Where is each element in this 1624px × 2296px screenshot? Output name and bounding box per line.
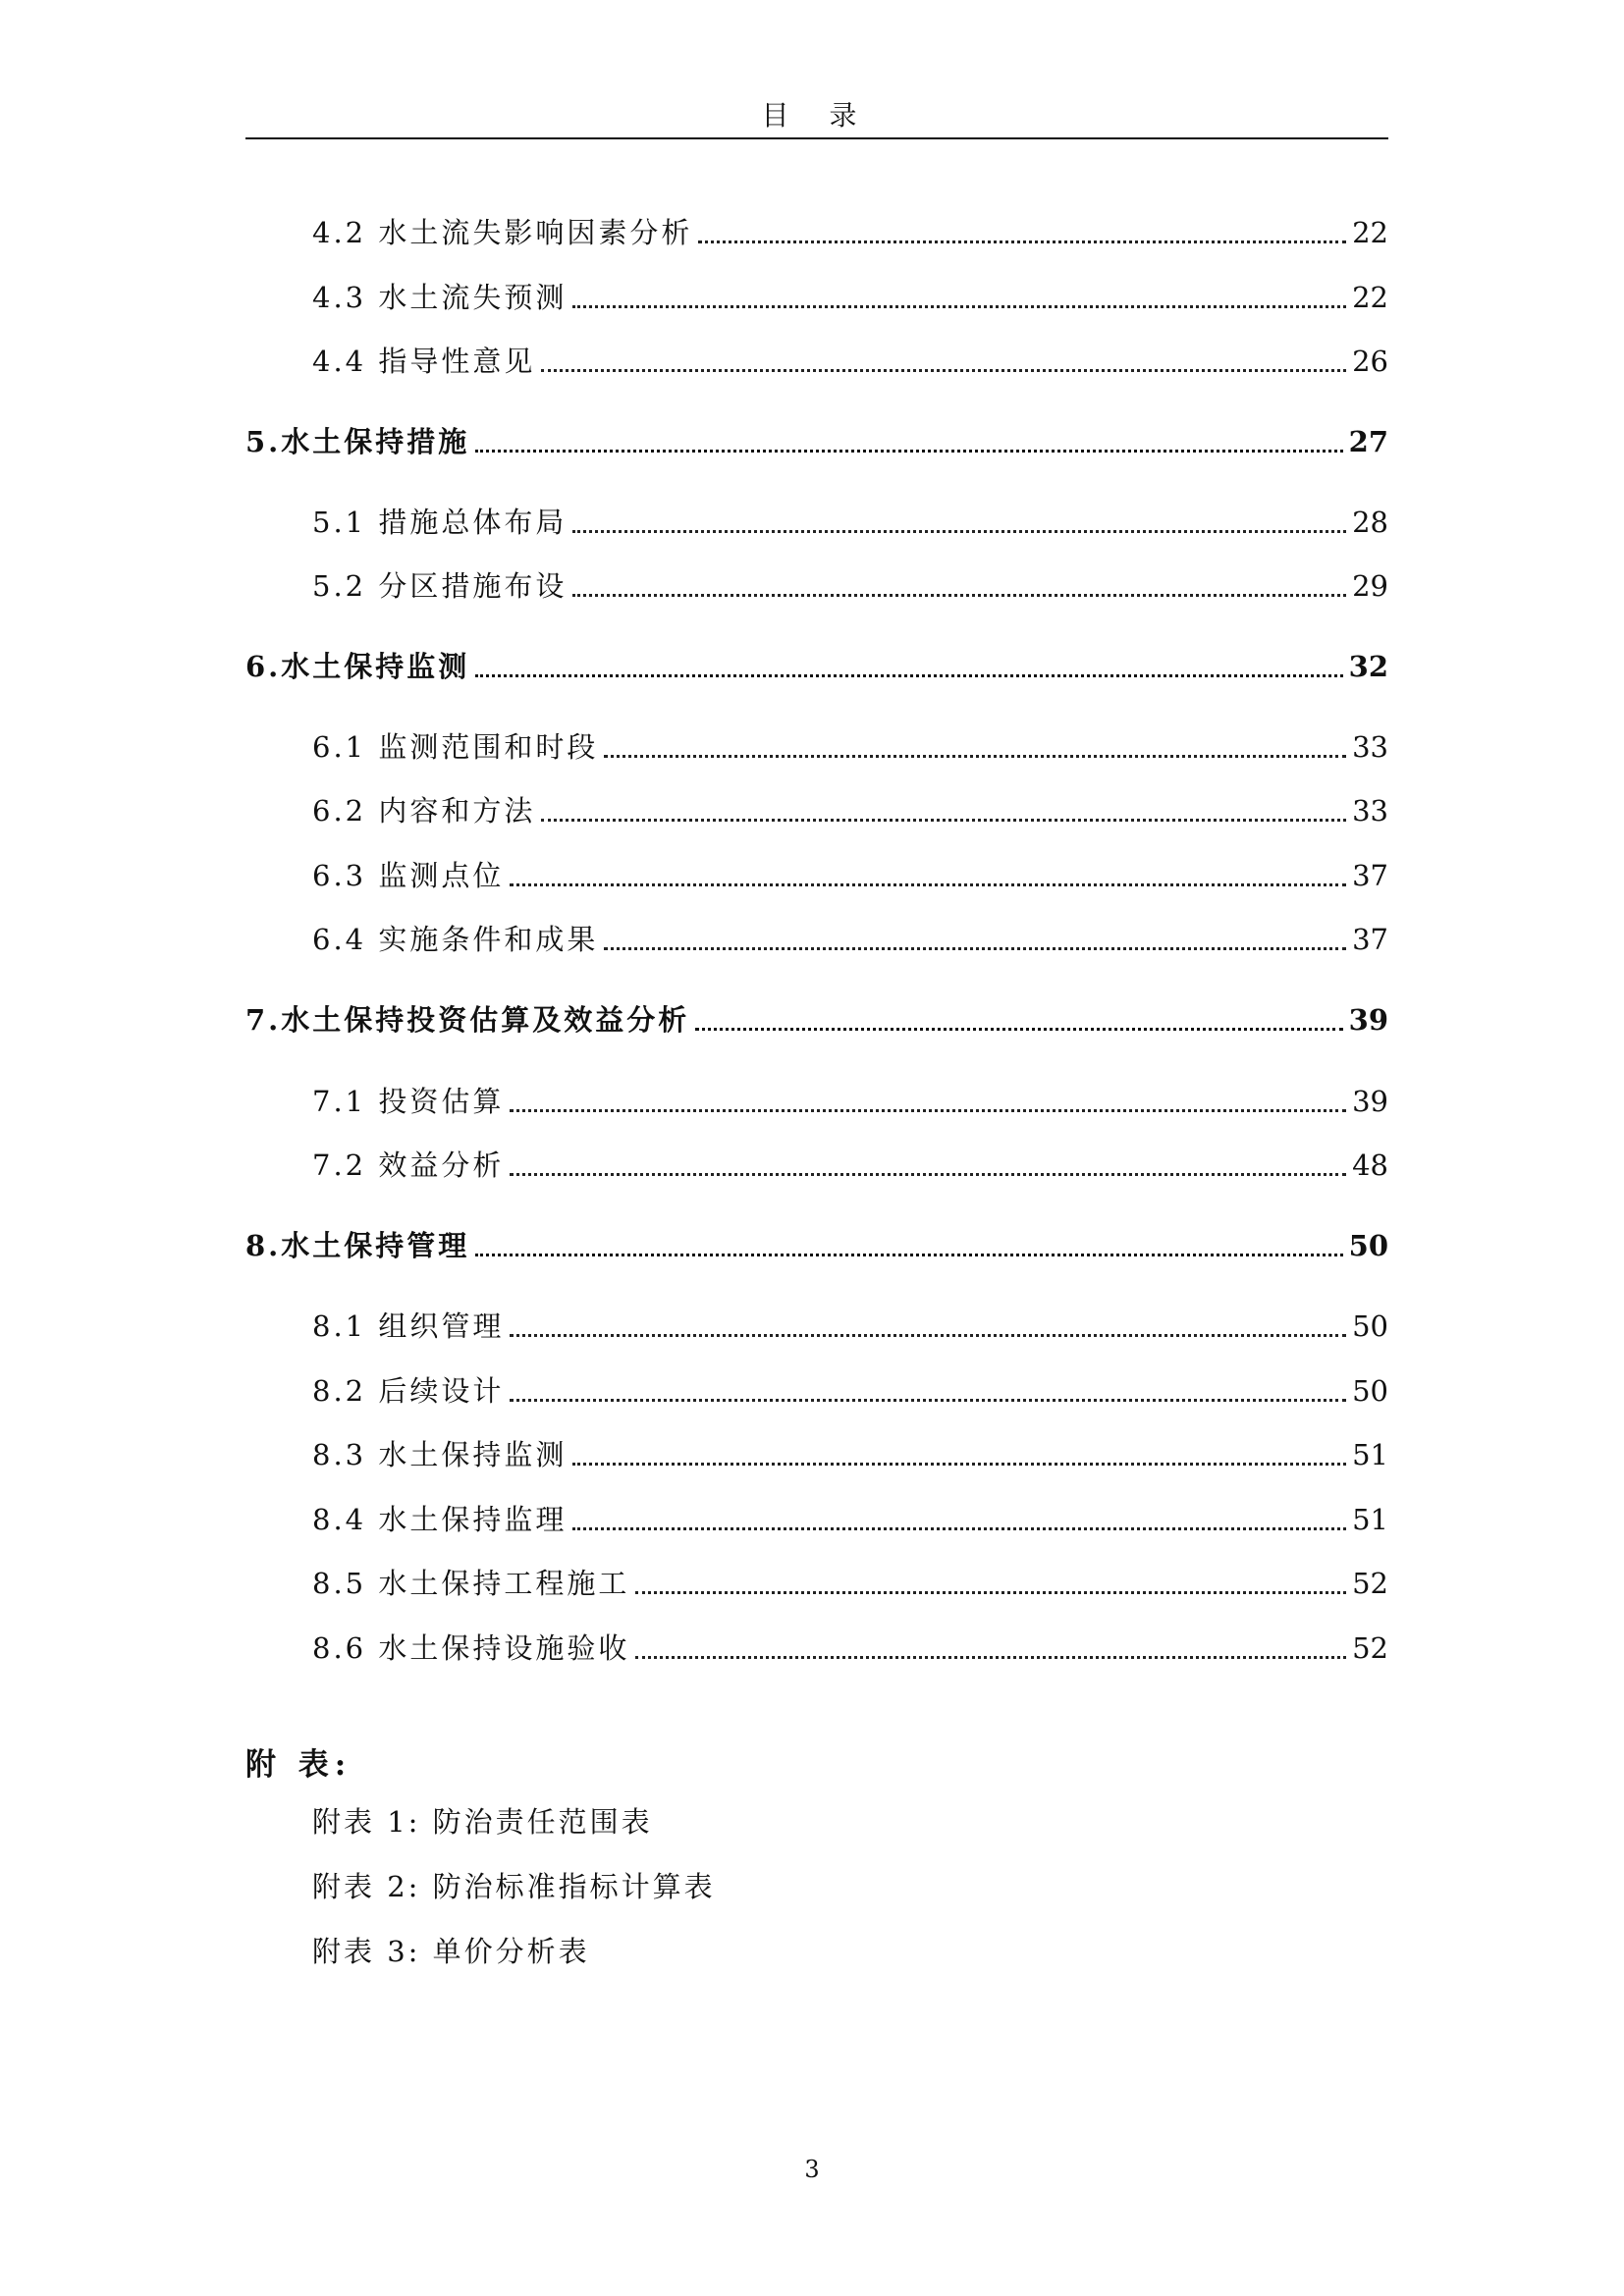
toc-entry-title: 4.3 水土流失预测 (312, 281, 568, 314)
toc-chapter[interactable] (245, 1222, 1388, 1265)
toc-leader-dots (541, 819, 1346, 822)
toc-chapter-title: 6.水土保持监测 (245, 650, 470, 683)
toc-chapter-title: 7.水土保持投资估算及效益分析 (245, 1003, 690, 1037)
toc-entry-page: 22 (1352, 281, 1388, 314)
toc-leader-dots (510, 1173, 1346, 1176)
toc-entry-title: 6.1 监测范围和时段 (312, 730, 599, 764)
toc-entry[interactable] (312, 1560, 1388, 1603)
toc-leader-dots (510, 1399, 1346, 1402)
toc-entry[interactable] (312, 1303, 1388, 1346)
toc-chapter-page: 39 (1348, 1003, 1388, 1037)
attachments-heading: 附 表: (245, 1747, 352, 1783)
toc-entry[interactable] (312, 1078, 1388, 1121)
toc-entry[interactable] (312, 852, 1388, 895)
toc-entry-page: 28 (1352, 506, 1388, 539)
toc-entry[interactable] (312, 274, 1388, 317)
toc-entry[interactable] (312, 723, 1388, 767)
toc-entry-title: 6.2 内容和方法 (312, 794, 536, 828)
toc-chapter[interactable] (245, 996, 1388, 1040)
toc-chapter[interactable] (245, 418, 1388, 461)
toc-entry[interactable] (312, 338, 1388, 381)
toc-entry[interactable] (312, 1431, 1388, 1474)
toc-chapter-page: 50 (1348, 1229, 1388, 1262)
toc-entry-title: 5.1 措施总体布局 (312, 506, 568, 539)
toc-entry-title: 7.1 投资估算 (312, 1085, 505, 1118)
toc-entry-page: 50 (1352, 1309, 1388, 1343)
toc-entry[interactable] (312, 209, 1388, 252)
toc-entry-title: 5.2 分区措施布设 (312, 569, 568, 603)
toc-entry[interactable] (312, 1142, 1388, 1185)
toc-entry[interactable] (312, 562, 1388, 606)
toc-entry-page: 37 (1352, 859, 1388, 892)
toc-chapter-page: 27 (1348, 425, 1388, 458)
attachment-item[interactable]: 附表 2: 防治标准指标计算表 (312, 1870, 716, 1903)
toc-leader-dots (604, 755, 1346, 758)
toc-leader-dots (572, 1527, 1346, 1530)
toc-entry[interactable] (312, 787, 1388, 830)
toc-entry-page: 37 (1352, 923, 1388, 956)
toc-leader-dots (475, 450, 1342, 453)
toc-entry[interactable] (312, 916, 1388, 959)
toc-entry-page: 22 (1352, 216, 1388, 249)
toc-entry-page: 48 (1352, 1148, 1388, 1182)
toc-entry-title: 4.2 水土流失影响因素分析 (312, 216, 693, 249)
toc-entry-title: 6.4 实施条件和成果 (312, 923, 599, 956)
toc-entry-title: 8.5 水土保持工程施工 (312, 1567, 630, 1600)
toc-chapter-page: 32 (1348, 650, 1388, 683)
toc-entry-title: 8.3 水土保持监测 (312, 1438, 568, 1471)
toc-leader-dots (698, 240, 1346, 243)
toc-entry-title: 8.6 水土保持设施验收 (312, 1631, 630, 1665)
toc-entry-page: 51 (1352, 1438, 1388, 1471)
toc-entry-title: 8.2 后续设计 (312, 1374, 505, 1408)
toc-chapter-title: 8.水土保持管理 (245, 1229, 470, 1262)
toc-leader-dots (604, 947, 1346, 950)
toc-leader-dots (572, 594, 1346, 597)
toc-leader-dots (475, 1254, 1342, 1256)
toc-leader-dots (572, 305, 1346, 308)
toc-leader-dots (635, 1656, 1346, 1659)
toc-leader-dots (541, 369, 1346, 372)
toc-chapter-title: 5.水土保持措施 (245, 425, 470, 458)
toc-leader-dots (635, 1591, 1346, 1594)
toc-entry-page: 52 (1352, 1631, 1388, 1665)
toc-leader-dots (572, 1463, 1346, 1466)
toc-leader-dots (510, 883, 1346, 886)
toc-entry[interactable] (312, 1367, 1388, 1411)
toc-leader-dots (572, 530, 1346, 533)
toc-entry-title: 4.4 指导性意见 (312, 345, 536, 378)
attachment-item[interactable]: 附表 1: 防治责任范围表 (312, 1805, 653, 1839)
toc-leader-dots (475, 674, 1342, 677)
page-number: 3 (804, 2156, 820, 2183)
toc-entry-page: 51 (1352, 1503, 1388, 1536)
toc-entry-page: 50 (1352, 1374, 1388, 1408)
page-header-title: 目 录 (761, 99, 873, 132)
toc-entry-page: 33 (1352, 794, 1388, 828)
toc-entry-page: 26 (1352, 345, 1388, 378)
toc-leader-dots (510, 1334, 1346, 1337)
toc-entry-title: 8.4 水土保持监理 (312, 1503, 568, 1536)
toc-entry-title: 7.2 效益分析 (312, 1148, 505, 1182)
toc-chapter[interactable] (245, 643, 1388, 686)
toc-entry-title: 8.1 组织管理 (312, 1309, 505, 1343)
toc-entry-title: 6.3 监测点位 (312, 859, 505, 892)
toc-entry-page: 39 (1352, 1085, 1388, 1118)
toc-entry-page: 33 (1352, 730, 1388, 764)
attachment-item[interactable]: 附表 3: 单价分析表 (312, 1935, 590, 1968)
header-rule (245, 137, 1388, 139)
toc-entry[interactable] (312, 1496, 1388, 1539)
toc-entry-page: 52 (1352, 1567, 1388, 1600)
toc-leader-dots (510, 1109, 1346, 1112)
toc-entry[interactable] (312, 1625, 1388, 1668)
toc-entry-page: 29 (1352, 569, 1388, 603)
toc-leader-dots (695, 1028, 1342, 1031)
toc-entry[interactable] (312, 499, 1388, 542)
